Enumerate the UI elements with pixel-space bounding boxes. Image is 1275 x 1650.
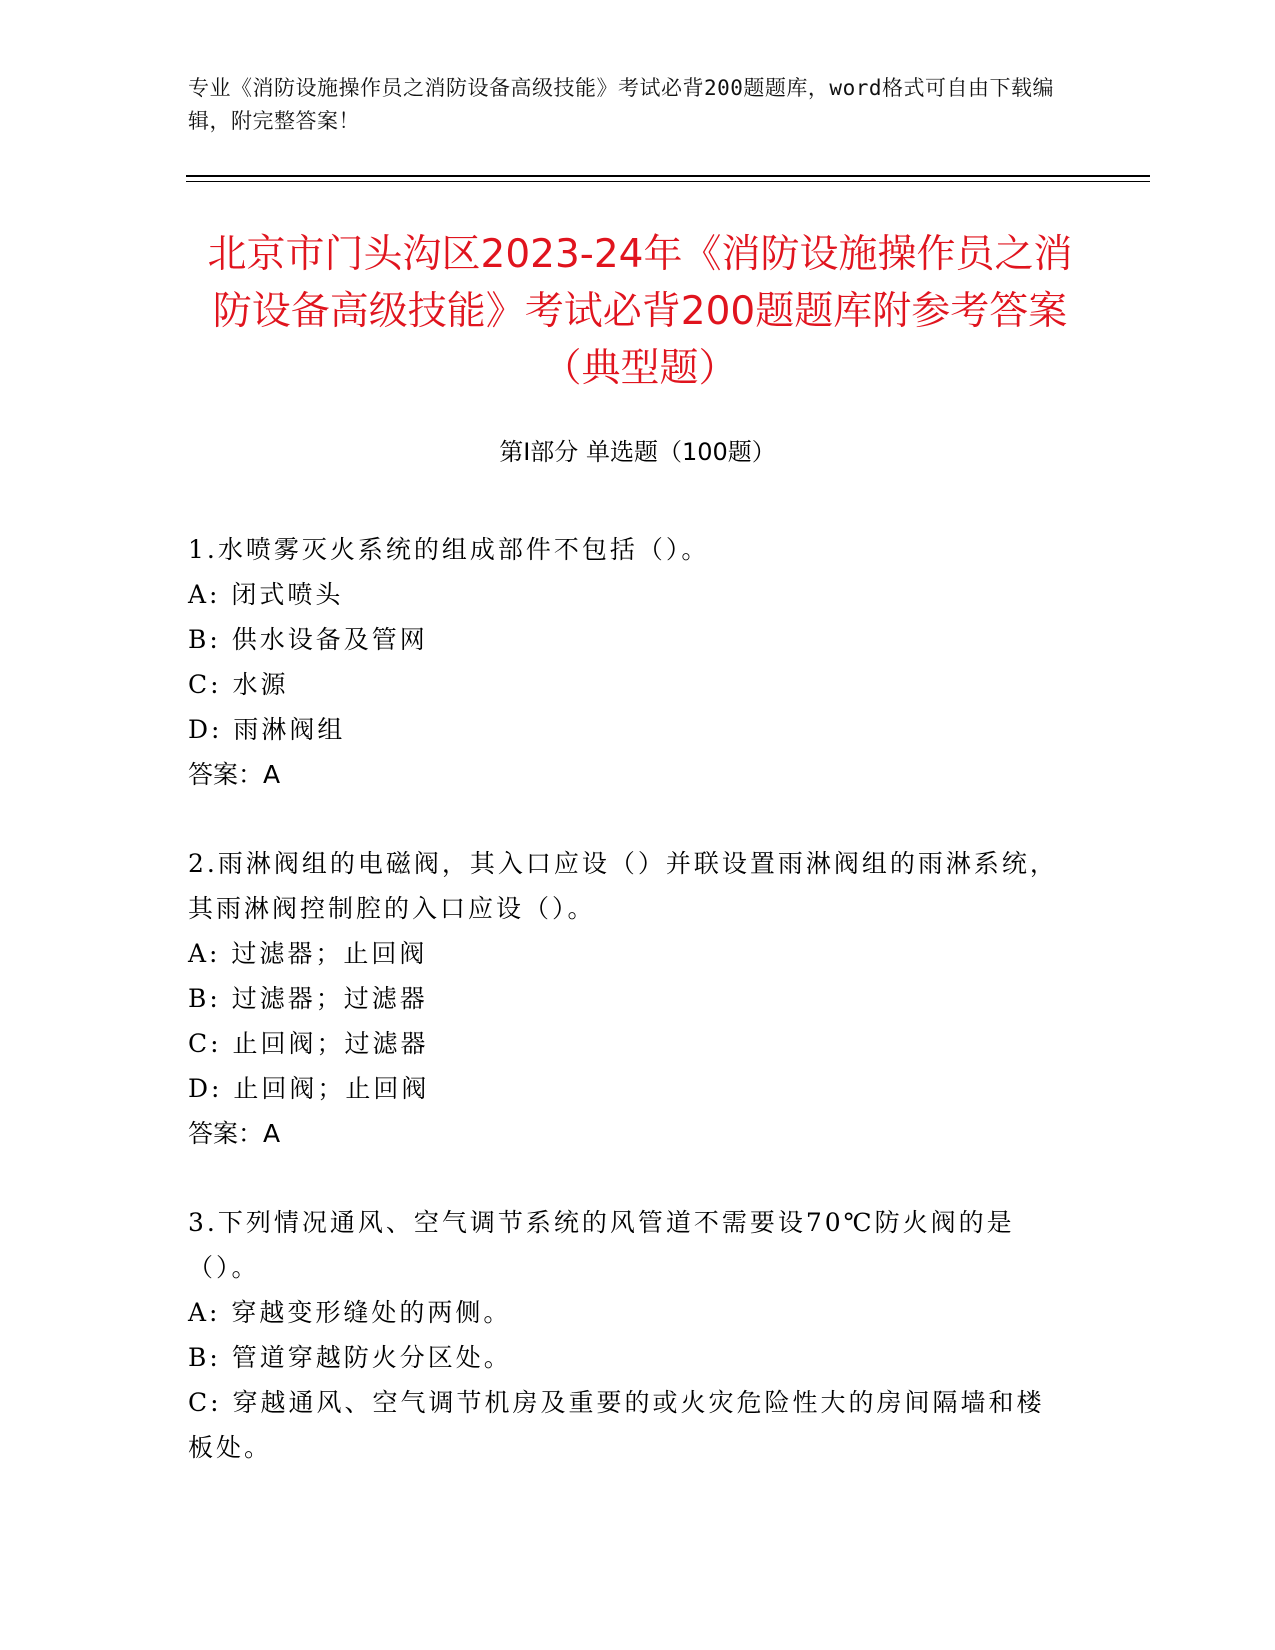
question-1 <box>188 527 1068 797</box>
answer: 答案：A <box>188 1119 281 1148</box>
question-2 <box>188 841 1068 1156</box>
option-d: D: 雨淋阀组 <box>188 715 346 744</box>
option-a: A: 穿越变形缝处的两侧。 <box>188 1298 512 1327</box>
option-b: B: 供水设备及管网 <box>188 625 428 654</box>
answer: 答案：A <box>188 760 281 789</box>
header-note: 专业《消防设施操作员之消防设备高级技能》考试必背200题题库，word格式可自由下载编辑，附完整答案！ <box>188 76 1054 133</box>
option-b: B: 过滤器；过滤器 <box>188 984 428 1013</box>
question-list <box>188 527 1068 1514</box>
header-rule-thick <box>186 175 1150 177</box>
question-stem: 3.下列情况通风、空气调节系统的风管道不需要设70℃防火阀的是（）。 <box>188 1208 1015 1282</box>
question-stem: 2.雨淋阀组的电磁阀，其入口应设（）并联设置雨淋阀组的雨淋系统，其雨淋阀控制腔的入口应设（）。 <box>188 849 1058 923</box>
header-rule-thin <box>186 181 1150 182</box>
section-title: 第I部分 单选题（100题） <box>499 438 776 466</box>
question-3 <box>188 1200 1068 1470</box>
question-stem: 1.水喷雾灭火系统的组成部件不包括（）。 <box>188 535 710 564</box>
option-c: C: 穿越通风、空气调节机房及重要的或火灾危险性大的房间隔墙和楼板处。 <box>188 1388 1045 1462</box>
option-c: C: 止回阀；过滤器 <box>188 1029 429 1058</box>
document-title: 北京市门头沟区2023-24年《消防设施操作员之消防设备高级技能》考试必背200题题库附参考答案（典型题） <box>207 232 1073 391</box>
option-d: D: 止回阀；止回阀 <box>188 1074 430 1103</box>
option-b: B: 管道穿越防火分区处。 <box>188 1343 512 1372</box>
option-a: A: 过滤器；止回阀 <box>188 939 428 968</box>
option-c: C: 水源 <box>188 670 289 699</box>
option-a: A: 闭式喷头 <box>188 580 344 609</box>
